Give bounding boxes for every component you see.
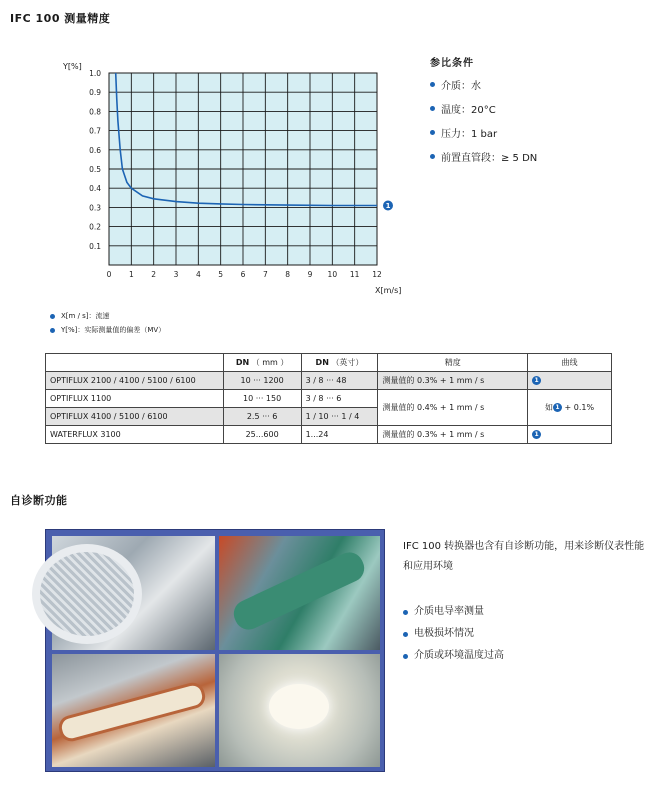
reference-condition-item: 介质：水 <box>430 77 537 92</box>
table-row <box>46 426 612 444</box>
header-curve: 曲线 <box>528 354 612 372</box>
chart-note: X[m / s]：流速 <box>50 311 165 321</box>
x-tick-label: 1 <box>128 270 134 279</box>
cell-curve <box>528 372 612 390</box>
y-tick-label: 0.7 <box>89 126 101 136</box>
table-row <box>46 390 612 408</box>
cell-accuracy: 测量值的 0.3% + 1 mm / s <box>378 426 528 444</box>
reference-conditions <box>430 54 537 173</box>
x-tick-label: 11 <box>349 270 360 279</box>
reference-condition-item: 压力：1 bar <box>430 125 537 140</box>
bullet-icon <box>403 654 408 659</box>
section-title-accuracy: IFC 100 测量精度 <box>10 12 111 25</box>
diagnostics-photo-collage <box>45 529 385 772</box>
section-title-diagnostics: 自诊断功能 <box>10 494 68 507</box>
reference-condition-item: 前置直管段：≥ 5 DN <box>430 149 537 164</box>
chart-notes <box>50 311 165 339</box>
x-tick-label: 10 <box>327 270 338 279</box>
diagnostics-item: 介质电导率测量 <box>403 603 653 621</box>
curve-marker-icon: 1 <box>532 430 541 439</box>
bullet-icon <box>50 328 55 333</box>
y-tick-label: 0.4 <box>89 184 101 194</box>
chart-note: Y[%]：实际测量值的偏差（MV） <box>50 325 165 335</box>
y-tick-label: 1.0 <box>89 69 101 78</box>
x-axis-label: X[m/s] <box>375 286 402 295</box>
x-tick-label: 0 <box>106 270 112 279</box>
y-tick-label: 0.9 <box>89 88 101 98</box>
x-tick-label: 4 <box>195 270 201 279</box>
accuracy-chart-svg <box>45 55 415 305</box>
reference-conditions-title: 参比条件 <box>430 58 474 69</box>
bullet-icon <box>430 106 435 111</box>
cell-dn-mm: 10 ··· 150 <box>223 390 301 408</box>
photo-liner-sensor <box>52 536 215 650</box>
x-tick-label: 2 <box>151 270 157 279</box>
photo-electrode-cutaway <box>219 536 380 650</box>
cell-curve <box>528 426 612 444</box>
cell-dn-mm: 10 ··· 1200 <box>223 372 301 390</box>
header-model <box>46 354 224 372</box>
curve-marker-icon: 1 <box>553 403 562 412</box>
bullet-icon <box>403 610 408 615</box>
y-tick-label: 0.2 <box>89 222 101 232</box>
cell-dn-inch: 1...24 <box>301 426 378 444</box>
bullet-icon <box>430 82 435 87</box>
curve-marker-label: 1 <box>385 201 391 210</box>
y-axis-label: Y[%] <box>63 62 82 71</box>
table-header-row <box>46 354 612 372</box>
cell-dn-mm: 25...600 <box>223 426 301 444</box>
cell-dn-inch: 1 / 10 ··· 1 / 4 <box>301 408 378 426</box>
bullet-icon <box>50 314 55 319</box>
x-tick-label: 8 <box>285 270 291 279</box>
cell-accuracy: 测量值的 0.4% + 1 mm / s <box>378 390 528 426</box>
diagnostics-item: 电极损坏情况 <box>403 625 653 643</box>
x-tick-label: 5 <box>218 270 224 279</box>
header-accuracy: 精度 <box>378 354 528 372</box>
x-tick-label: 3 <box>173 270 179 279</box>
photo-pipe-section <box>52 654 215 767</box>
diagnostics-item: 介质或环境温度过高 <box>403 647 653 665</box>
diagnostics-description <box>403 537 653 669</box>
x-tick-label: 6 <box>240 270 246 279</box>
y-tick-label: 0.5 <box>89 165 101 174</box>
x-tick-label: 7 <box>262 270 268 279</box>
header-dn-mm: DN （ mm ） <box>223 354 301 372</box>
x-tick-label: 12 <box>372 270 382 279</box>
cell-dn-inch: 3 / 8 ··· 48 <box>301 372 378 390</box>
bullet-icon <box>430 130 435 135</box>
y-tick-label: 0.1 <box>89 241 101 251</box>
cell-model: OPTIFLUX 2100 / 4100 / 5100 / 6100 <box>46 372 224 390</box>
cell-dn-mm: 2.5 ··· 6 <box>223 408 301 426</box>
cell-model: WATERFLUX 3100 <box>46 426 224 444</box>
y-tick-label: 0.3 <box>89 203 101 213</box>
cell-model: OPTIFLUX 1100 <box>46 390 224 408</box>
table-row <box>46 372 612 390</box>
x-tick-label: 9 <box>307 270 313 279</box>
cell-accuracy: 测量值的 0.3% + 1 mm / s <box>378 372 528 390</box>
accuracy-table <box>45 353 612 444</box>
bullet-icon <box>430 154 435 159</box>
cell-dn-inch: 3 / 8 ··· 6 <box>301 390 378 408</box>
diagnostics-paragraph: IFC 100 转换器也含有自诊断功能，用来诊断仪表性能和应用环境 <box>403 541 645 572</box>
curve-marker-icon: 1 <box>532 376 541 385</box>
y-tick-label: 0.6 <box>89 145 101 155</box>
bullet-icon <box>403 632 408 637</box>
y-tick-label: 0.8 <box>89 107 101 117</box>
cell-model: OPTIFLUX 4100 / 5100 / 6100 <box>46 408 224 426</box>
cell-curve: 如 1 + 0.1% <box>528 390 612 426</box>
accuracy-chart <box>45 55 415 305</box>
reference-condition-item: 温度：20°C <box>430 101 537 116</box>
header-dn-inch: DN （英寸） <box>301 354 378 372</box>
photo-deposit-closeup <box>219 654 380 767</box>
